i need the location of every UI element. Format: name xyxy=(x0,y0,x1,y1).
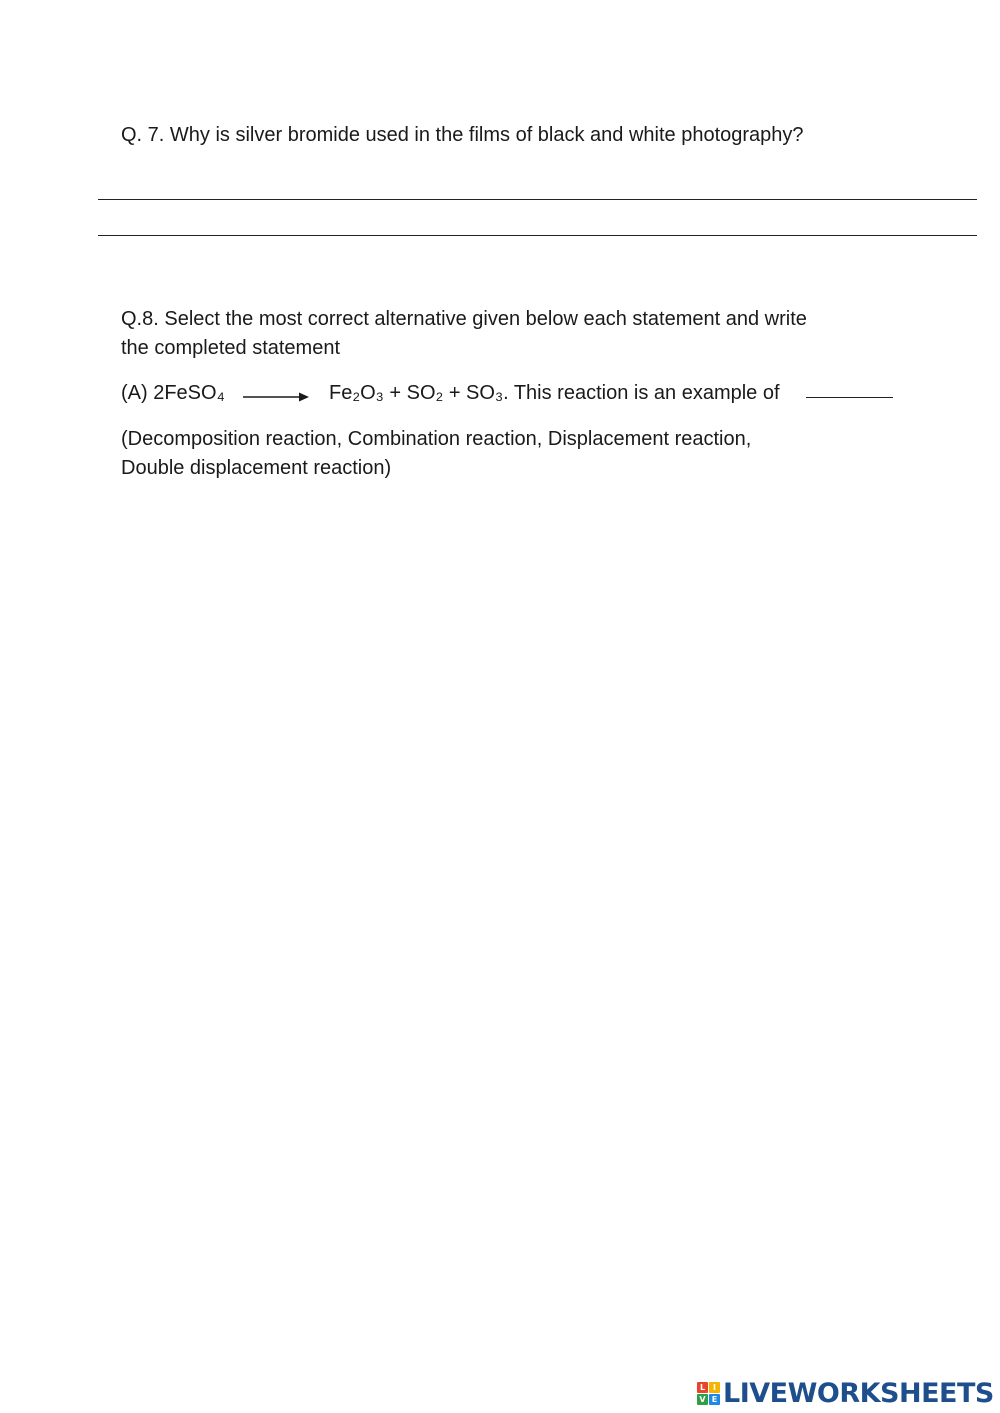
question-7-text: Q. 7. Why is silver bromide used in the films of black and white photography? xyxy=(121,124,804,146)
right-arrow-icon xyxy=(243,391,309,403)
answer-line-1[interactable] xyxy=(98,199,977,200)
question-8-prompt-line-1: Q.8. Select the most correct alternative given below each statement and write xyxy=(121,308,807,330)
options-line-2: Double displacement reaction) xyxy=(121,457,392,479)
liveworksheets-logo xyxy=(697,1377,994,1409)
part-a-answer-blank[interactable] xyxy=(806,397,893,398)
logo-text: LIVEWORKSHEETS xyxy=(723,1377,994,1409)
logo-badge-letter: E xyxy=(709,1394,720,1405)
question-8-prompt-line-2: the completed statement xyxy=(121,337,341,359)
part-a-reactant: (A) 2FeSO₄ xyxy=(121,382,225,404)
answer-line-2[interactable] xyxy=(98,235,977,236)
logo-badge-letter: V xyxy=(697,1394,708,1405)
logo-badge-letter: L xyxy=(697,1382,708,1393)
options-line-1: (Decomposition reaction, Combination reaction, Displacement reaction, xyxy=(121,428,752,450)
part-a-products: Fe₂O₃ + SO₂ + SO₃. This reaction is an example of xyxy=(329,382,780,404)
logo-badge-icon xyxy=(697,1382,720,1405)
logo-badge-letter: I xyxy=(709,1382,720,1393)
